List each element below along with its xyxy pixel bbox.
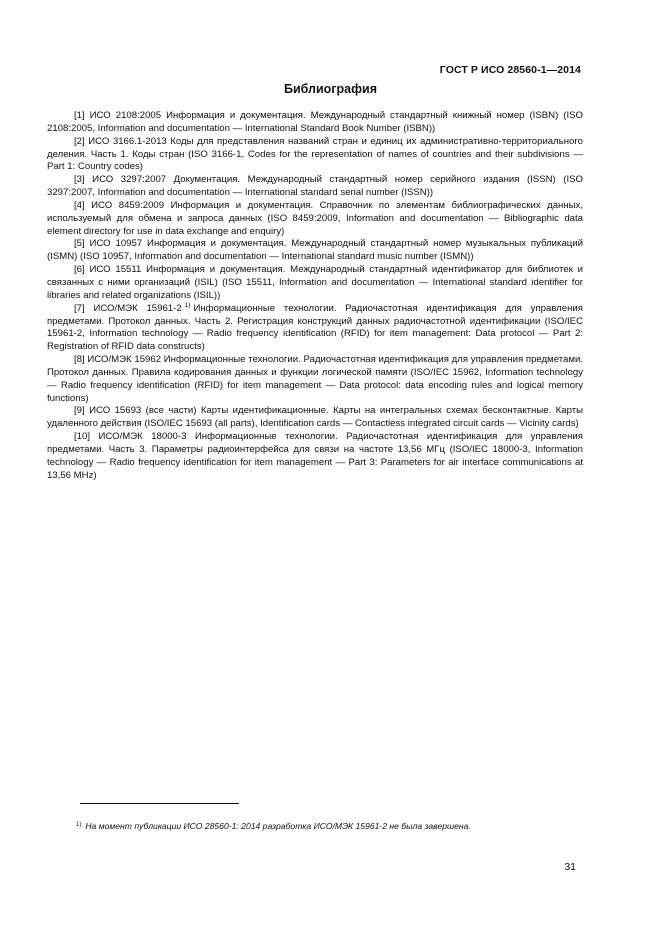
bibliography-entry-8: [8] ИСО/МЭК 15962 Информационные технологии. Радиочастотная идентификация для управления предметами. Протокол данных. Правила кодирования данных и функции логической памяти (ISO/IEC 15962, Information technology — Radio frequency identification (RFID) for item management — Data protocol: data encoding rules and logical memory functions) xyxy=(47,354,583,404)
footnote-mark: 1) xyxy=(76,822,82,828)
bibliography-entry-7-designation: [7] ИСО/МЭК 15961-2 xyxy=(74,302,182,314)
bibliography-entry-3: [3] ИСО 3297:2007 Документация. Международный стандартный номер серийного издания (ISSN) (ISO 3297:2007, Information and documentation — International standard serial number (ISSN)) xyxy=(47,174,583,199)
standard-code-header: ГОСТ Р ИСО 28560-1—2014 xyxy=(439,64,581,76)
bibliography-entry-10: [10] ИСО/МЭК 18000-3 Информационные технологии. Радиочастотная идентификация для управления предметами. Часть 3. Параметры радиоинтерфейса для связи на частоте 13,56 МГц (ISO/IEC 18000-3, Information technology — Radio frequency identification for item management — Part 3: Parameters for air interface communications at 13,56 MHz) xyxy=(47,431,583,481)
footnote xyxy=(76,820,596,832)
footnote-divider xyxy=(80,803,239,804)
bibliography-list xyxy=(47,110,583,482)
footnote-text: На момент публикации ИСО 28560-1: 2014 разработка ИСО/МЭК 15961-2 не была завершена. xyxy=(85,821,471,831)
bibliography-entry-7 xyxy=(47,303,583,354)
bibliography-entry-1: [1] ИСО 2108:2005 Информация и документация. Международный стандартный книжный номер (ISBN) (ISO 2108:2005, Information and documentation — International Standard Book Number (ISBN)) xyxy=(47,110,583,134)
bibliography-entry-5: [5] ИСО 10957 Информация и документация. Международный стандартный номер музыкальных публикаций (ISMN) (ISO 10957, Information and documentation — International standard music number (ISMN)) xyxy=(47,238,583,263)
bibliography-entry-4: [4] ИСО 8459:2009 Информация и документация. Справочник по элементам библиографических данных, используемый для обмена и запроса данных (ISO 8459:2009, Information and documentation — Bibliographic data element directory for use in data exchange and enquiry) xyxy=(47,199,583,237)
page-number: 31 xyxy=(564,861,576,873)
bibliography-entry-7-description: Информационные технологии. Радиочастотная идентификация для управления предметами. Протокол данных. Часть 2. Регистрация конструкций данных радиочастотной идентификации (ISO/IEC 15961-2, Information technology — Radio frequency identification (RFID) for item management: Data protocol — Part 2: Registration of RFID data constructs) xyxy=(47,302,583,353)
bibliography-entry-2: [2] ИСО 3166.1-2013 Коды для представления названий стран и единиц их административно-территориального деления. Часть 1. Коды стран (ISO 3166-1, Codes for the representation of names of countries and their subdivisions — Part 1: Country codes) xyxy=(47,135,583,173)
bibliography-entry-9: [9] ИСО 15693 (все части) Карты идентификационные. Карты на интегральных схемах бесконтактные. Карты удаленного действия (ISO/IEC 15693 (all parts), Identification cards — Contactless integrated circuit cards — Vicinity cards) xyxy=(47,405,583,430)
bibliography-entry-6: [6] ИСО 15511 Информация и документация. Международный стандартный идентификатор для библиотек и связанных с ними организаций (ISIL) (ISO 15511, Information and documentation — International standard identifier for libraries and related organizations (ISIL)) xyxy=(47,264,583,301)
page-title: Библиография xyxy=(283,82,378,96)
footnote-reference: 1) xyxy=(184,301,191,309)
